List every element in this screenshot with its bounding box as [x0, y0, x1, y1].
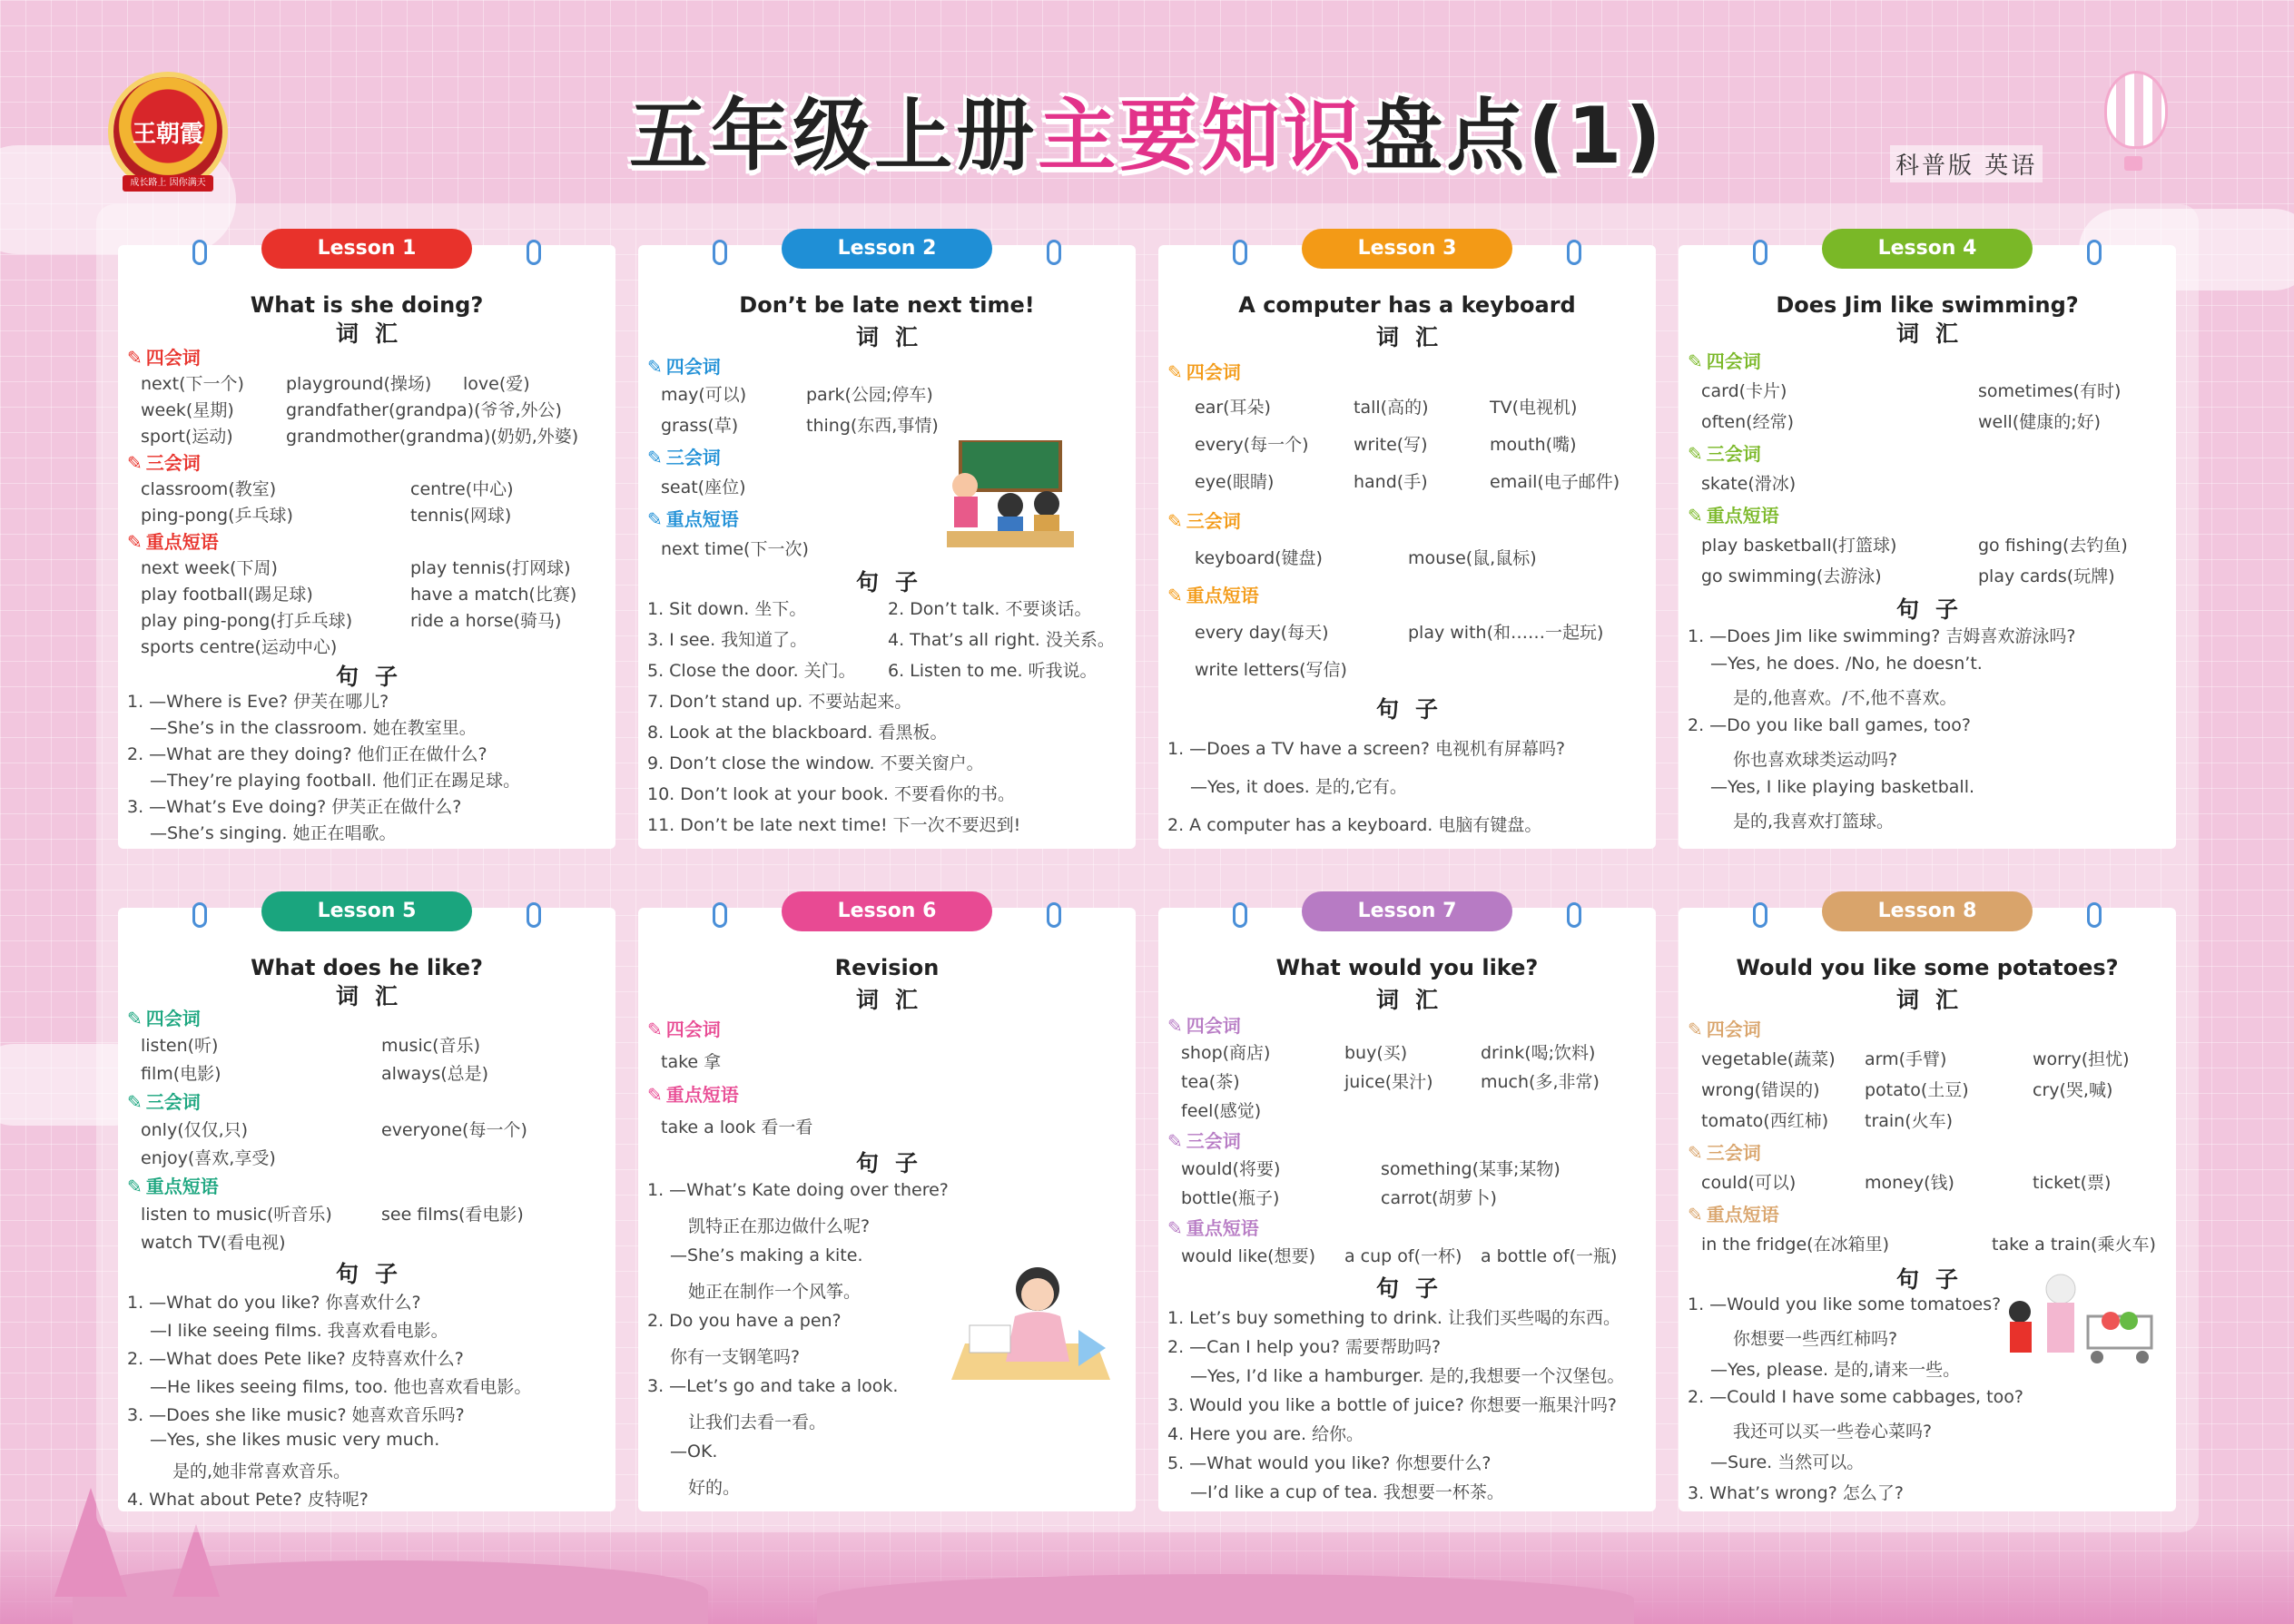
vocab-word: keyboard(键盘): [1195, 548, 1323, 568]
vocab-word: drink(喝;饮料): [1481, 1043, 1596, 1063]
sentences-heading: 句子: [335, 664, 414, 690]
hot-air-balloon-icon: [2104, 71, 2168, 149]
vocab-word: watch TV(看电视): [141, 1233, 286, 1253]
vocab-word: tennis(网球): [410, 506, 512, 526]
section-heading-text: 四会词: [145, 347, 201, 369]
sentence-line: 5. Close the door. 关门。: [647, 661, 856, 681]
sentence-line: —She’s making a kite.: [670, 1245, 863, 1265]
sentence-line: 2. A computer has a keyboard. 电脑有键盘。: [1167, 815, 1542, 835]
sentence-line: 2. —Could I have some cabbages, too?: [1688, 1387, 2023, 1407]
sentence-line: —Sure. 当然可以。: [1710, 1452, 1865, 1472]
sentence-line: —Yes, please. 是的,请来一些。: [1710, 1360, 1961, 1380]
lesson-title: Revision: [834, 955, 940, 980]
sentence-line: 5. —What would you like? 你想要什么?: [1167, 1453, 1492, 1473]
sentence-line: 2. Don’t talk. 不要谈话。: [888, 599, 1092, 619]
pencil-icon: ✎: [1167, 1217, 1183, 1239]
sentence-line: 你想要一些西红柿吗?: [1733, 1329, 1898, 1349]
section-heading-text: 重点短语: [665, 508, 739, 530]
sentence-line: 9. Don’t close the window. 不要关窗户。: [647, 753, 984, 773]
vocab-word: listen(听): [141, 1036, 219, 1056]
sentence-line: 3. Would you like a bottle of juice? 你想要一瓶果汁吗?: [1167, 1395, 1618, 1415]
lesson-card: [1679, 900, 2176, 1511]
sentences-heading: 句子: [1895, 596, 1974, 623]
binder-ring-icon: [527, 240, 541, 265]
vocab-word: film(电影): [141, 1064, 222, 1084]
lesson-title: What is she doing?: [250, 292, 484, 318]
sentence-line: 6. Listen to me. 听我说。: [888, 661, 1098, 681]
section-heading-four: [1167, 1011, 1241, 1038]
binder-ring-icon: [1567, 902, 1581, 928]
vocab-word: thing(东西,事情): [806, 416, 939, 436]
lesson-label: Lesson 5: [261, 891, 472, 931]
vocab-word: every day(每天): [1195, 623, 1329, 643]
sentences-heading: 句子: [855, 569, 934, 595]
sentence-line: —Yes, he does. /No, he doesn’t.: [1710, 654, 1983, 674]
pencil-icon: ✎: [1167, 1015, 1183, 1037]
sentence-line: 2. —What does Pete like? 皮特喜欢什么?: [127, 1349, 464, 1369]
binder-ring-icon: [1047, 902, 1061, 928]
sentences-heading: 句子: [1375, 696, 1454, 723]
pencil-icon: ✎: [1688, 1204, 1703, 1225]
vocab-word: park(公园;停车): [806, 385, 933, 405]
sentence-line: 4. What about Pete? 皮特呢?: [127, 1490, 369, 1510]
section-heading-text: 重点短语: [1706, 1204, 1779, 1225]
vocab-word: shop(商店): [1181, 1043, 1271, 1063]
section-heading-phrases: [1688, 1200, 1779, 1226]
vocab-word: buy(买): [1344, 1043, 1408, 1063]
vocab-word: ping-pong(乒乓球): [141, 506, 293, 526]
vocab-word: wrong(错误的): [1701, 1080, 1820, 1100]
lesson-card: [1158, 237, 1656, 849]
sentence-line: 好的。: [688, 1478, 741, 1498]
lesson-label: Lesson 7: [1302, 891, 1512, 931]
vocab-word: a cup of(一杯): [1344, 1246, 1462, 1266]
sentence-line: 11. Don’t be late next time! 下一次不要迟到!: [647, 815, 1021, 835]
vocab-word: classroom(教室): [141, 479, 277, 499]
vocab-word: play tennis(打网球): [410, 558, 571, 578]
sentence-line: 10. Don’t look at your book. 不要看你的书。: [647, 784, 1015, 804]
vocab-heading: 词汇: [335, 320, 414, 347]
sentence-line: 3. What’s wrong? 怎么了?: [1688, 1483, 1904, 1503]
logo-text: 王朝霞: [132, 121, 203, 148]
vocab-word: bottle(瓶子): [1181, 1188, 1280, 1208]
binder-ring-icon: [2087, 902, 2102, 928]
pencil-icon: ✎: [647, 1084, 663, 1106]
lesson-label: Lesson 4: [1822, 229, 2033, 269]
section-heading-text: 三会词: [1706, 1142, 1761, 1164]
sentence-line: 1. Sit down. 坐下。: [647, 599, 807, 619]
shopping-illustration: [1997, 1271, 2165, 1375]
vocab-word: sometimes(有时): [1978, 381, 2122, 401]
vocab-heading: 词汇: [1375, 324, 1454, 350]
pencil-icon: ✎: [647, 1019, 663, 1040]
pencil-icon: ✎: [647, 447, 663, 468]
section-heading-text: 四会词: [665, 356, 721, 378]
binder-ring-icon: [1567, 240, 1581, 265]
section-heading-text: 重点短语: [145, 1176, 219, 1197]
sentence-line: —OK.: [670, 1442, 718, 1462]
lesson-title: Does Jim like swimming?: [1776, 292, 2079, 318]
sentence-line: —I’d like a cup of tea. 我想要一杯茶。: [1190, 1482, 1504, 1502]
sentence-line: 4. Here you are. 给你。: [1167, 1424, 1364, 1444]
lesson-title: A computer has a keyboard: [1238, 292, 1576, 318]
girl-making-kite-illustration: [951, 1262, 1110, 1384]
sentence-line: 7. Don’t stand up. 不要站起来。: [647, 692, 912, 712]
sentence-line: 你也喜欢球类运动吗?: [1733, 750, 1898, 770]
pencil-icon: ✎: [1688, 1142, 1703, 1164]
vocab-word: listen to music(听音乐): [141, 1205, 332, 1225]
vocab-word: take a look 看一看: [661, 1117, 813, 1137]
section-heading-four: [127, 1004, 201, 1030]
vocab-word: go fishing(去钓鱼): [1978, 536, 2128, 556]
section-heading-three: [1167, 1127, 1241, 1153]
sentence-line: —Yes, I like playing basketball.: [1710, 777, 1975, 797]
vocab-heading: 词汇: [1895, 320, 1974, 347]
pencil-icon: ✎: [647, 508, 663, 530]
pencil-icon: ✎: [1167, 585, 1183, 606]
section-heading-text: 三会词: [1186, 1130, 1241, 1152]
vocab-word: hand(手): [1354, 472, 1428, 492]
lesson-card: [1158, 900, 1656, 1511]
vocab-word: potato(土豆): [1865, 1080, 1969, 1100]
title-part-c: 盘点(1): [1364, 91, 1665, 182]
balloon-basket-icon: [2124, 156, 2142, 171]
vocab-word: juice(果汁): [1344, 1072, 1433, 1092]
binder-ring-icon: [1753, 902, 1767, 928]
vocab-word: TV(电视机): [1490, 398, 1578, 418]
section-heading-phrases: [127, 1172, 219, 1198]
sentence-line: 1. Let’s buy something to drink. 让我们买些喝的东西。: [1167, 1308, 1620, 1328]
vocab-word: would like(想要): [1181, 1246, 1315, 1266]
binder-ring-icon: [1047, 240, 1061, 265]
pencil-icon: ✎: [127, 531, 143, 553]
section-heading-text: 三会词: [1706, 443, 1761, 465]
binder-ring-icon: [192, 240, 207, 265]
vocab-heading: 词汇: [855, 324, 934, 350]
section-heading-text: 四会词: [665, 1019, 721, 1040]
sentence-line: —He likes seeing films, too. 他也喜欢看电影。: [150, 1377, 532, 1397]
vocab-word: week(星期): [141, 400, 234, 420]
vocab-word: often(经常): [1701, 412, 1794, 432]
sentence-line: 让我们去看一看。: [688, 1412, 827, 1432]
vocab-word: every(每一个): [1195, 435, 1309, 455]
vocab-word: feel(感觉): [1181, 1101, 1262, 1121]
vocab-word: sports centre(运动中心): [141, 637, 338, 657]
section-heading-four: [127, 343, 201, 369]
section-heading-text: 三会词: [145, 452, 201, 474]
lesson-title: Don’t be late next time!: [739, 292, 1035, 318]
vocab-word: play football(踢足球): [141, 585, 313, 605]
section-heading-four: [1688, 347, 1761, 373]
binder-ring-icon: [192, 902, 207, 928]
sentence-line: 3. —Does she like music? 她喜欢音乐吗?: [127, 1405, 465, 1425]
vocab-word: next week(下周): [141, 558, 278, 578]
tree-decoration: [172, 1524, 220, 1597]
binder-ring-icon: [2087, 240, 2102, 265]
sentence-line: 是的,她非常喜欢音乐。: [172, 1462, 351, 1481]
section-heading-text: 重点短语: [1186, 585, 1259, 606]
pencil-icon: ✎: [1167, 1130, 1183, 1152]
vocab-word: tall(高的): [1354, 398, 1429, 418]
lesson-label: Lesson 1: [261, 229, 472, 269]
section-heading-phrases: [647, 505, 739, 531]
sentence-line: 3. —Let’s go and take a look.: [647, 1376, 899, 1396]
classroom-illustration: [938, 440, 1074, 554]
vocab-word: write letters(写信): [1195, 660, 1347, 680]
vocab-heading: 词汇: [855, 987, 934, 1013]
section-heading-four: [647, 352, 721, 379]
sentence-line: 2. Do you have a pen?: [647, 1311, 842, 1331]
section-heading-three: [1167, 507, 1241, 533]
section-heading-three: [127, 1088, 201, 1114]
sentence-line: 她正在制作一个风筝。: [688, 1282, 861, 1302]
vocab-word: money(钱): [1865, 1173, 1954, 1193]
vocab-word: mouth(嘴): [1490, 435, 1577, 455]
vocab-word: next(下一个): [141, 374, 244, 394]
sentence-line: —She’s in the classroom. 她在教室里。: [150, 718, 477, 738]
vocab-word: ear(耳朵): [1195, 398, 1271, 418]
vocab-word: play ping-pong(打乒乓球): [141, 611, 353, 631]
vocab-word: play cards(玩牌): [1978, 566, 2115, 586]
lesson-title: What would you like?: [1275, 955, 1539, 980]
vocab-word: eye(眼睛): [1195, 472, 1275, 492]
sentence-line: —I like seeing films. 我喜欢看电影。: [150, 1321, 448, 1341]
vocab-word: tomato(西红柿): [1701, 1111, 1829, 1131]
sentence-line: 凯特正在那边做什么呢?: [688, 1216, 871, 1236]
section-heading-four: [647, 1015, 721, 1041]
section-heading-text: 四会词: [145, 1008, 201, 1029]
section-heading-three: [1688, 1138, 1761, 1165]
section-heading-text: 重点短语: [1186, 1217, 1259, 1239]
section-heading-phrases: [1688, 501, 1779, 527]
vocab-word: skate(滑冰): [1701, 474, 1797, 494]
vocab-word: grandmother(grandma)(奶奶,外婆): [286, 427, 579, 447]
binder-ring-icon: [1233, 902, 1247, 928]
sentence-line: 2. —What are they doing? 他们正在做什么?: [127, 744, 487, 764]
sentence-line: 4. That’s all right. 没关系。: [888, 630, 1115, 650]
section-heading-phrases: [647, 1080, 739, 1107]
pencil-icon: ✎: [1688, 1019, 1703, 1040]
vocab-word: train(火车): [1865, 1111, 1954, 1131]
vocab-word: write(写): [1354, 435, 1428, 455]
vocab-word: tea(茶): [1181, 1072, 1240, 1092]
pencil-icon: ✎: [127, 1008, 143, 1029]
vocab-word: cry(哭,喊): [2033, 1080, 2113, 1100]
lesson-card: [1679, 237, 2176, 849]
vocab-word: in the fridge(在冰箱里): [1701, 1235, 1889, 1255]
vocab-word: would(将要): [1181, 1159, 1281, 1179]
vocab-word: something(某事;某物): [1381, 1159, 1561, 1179]
sentence-line: 1. —Where is Eve? 伊芙在哪儿?: [127, 692, 389, 712]
page-header: [0, 0, 2294, 204]
logo-banner: 成长路上 因你满天: [123, 175, 213, 192]
pencil-icon: ✎: [1688, 505, 1703, 527]
section-heading-text: 四会词: [1186, 1015, 1241, 1037]
sentence-line: —Yes, I’d like a hamburger. 是的,我想要一个汉堡包。: [1190, 1366, 1625, 1386]
section-heading-phrases: [127, 527, 219, 554]
vocab-word: grandfather(grandpa)(爷爷,外公): [286, 400, 562, 420]
vocab-word: centre(中心): [410, 479, 514, 499]
pencil-icon: ✎: [127, 1176, 143, 1197]
vocab-word: vegetable(蔬菜): [1701, 1049, 1836, 1069]
section-heading-text: 三会词: [145, 1091, 201, 1113]
section-heading-three: [647, 443, 721, 469]
pencil-icon: ✎: [127, 347, 143, 369]
sentence-line: —They’re playing football. 他们正在踢足球。: [150, 771, 521, 791]
pencil-icon: ✎: [647, 356, 663, 378]
vocab-word: always(总是): [381, 1064, 489, 1084]
sentence-line: 3. I see. 我知道了。: [647, 630, 808, 650]
section-heading-text: 四会词: [1706, 1019, 1761, 1040]
vocab-word: arm(手臂): [1865, 1049, 1947, 1069]
vocab-word: ride a horse(骑马): [410, 611, 562, 631]
section-heading-text: 三会词: [665, 447, 721, 468]
sentence-line: 8. Look at the blackboard. 看黑板。: [647, 723, 948, 743]
lesson-card: [118, 900, 615, 1511]
sentence-line: —She’s singing. 她正在唱歌。: [150, 823, 397, 843]
sentence-line: 1. —What’s Kate doing over there?: [647, 1180, 949, 1200]
vocab-word: enjoy(喜欢,享受): [141, 1148, 276, 1168]
sentence-line: 1. —Does a TV have a screen? 电视机有屏幕吗?: [1167, 739, 1566, 759]
vocab-word: card(卡片): [1701, 381, 1787, 401]
section-heading-three: [127, 448, 201, 475]
sentences-heading: 句子: [1895, 1266, 1974, 1293]
sentences-heading: 句子: [335, 1261, 414, 1287]
section-heading-four: [1167, 358, 1241, 384]
section-heading-phrases: [1167, 581, 1259, 607]
vocab-word: sport(运动): [141, 427, 233, 447]
hill-decoration: [73, 1560, 708, 1624]
lesson-label: Lesson 6: [782, 891, 992, 931]
title-part-a: 五年级上册: [629, 91, 1039, 182]
vocab-word: next time(下一次): [661, 539, 809, 559]
binder-ring-icon: [713, 240, 727, 265]
lesson-title: Would you like some potatoes?: [1736, 955, 2119, 980]
section-heading-text: 四会词: [1706, 350, 1761, 372]
vocab-word: everyone(每一个): [381, 1120, 527, 1140]
sentence-line: 2. —Can I help you? 需要帮助吗?: [1167, 1337, 1442, 1357]
sentence-line: 是的,他喜欢。/不,他不喜欢。: [1733, 688, 1957, 708]
vocab-word: love(爱): [463, 374, 530, 394]
lesson-label: Lesson 3: [1302, 229, 1512, 269]
section-heading-text: 四会词: [1186, 361, 1241, 383]
sentence-line: 我还可以买一些卷心菜吗?: [1733, 1422, 1933, 1442]
vocab-word: mouse(鼠,鼠标): [1408, 548, 1537, 568]
pencil-icon: ✎: [127, 452, 143, 474]
vocab-heading: 词汇: [1375, 987, 1454, 1013]
sentence-line: 你有一支钢笔吗?: [670, 1347, 801, 1367]
binder-ring-icon: [1233, 240, 1247, 265]
vocab-word: take 拿: [661, 1052, 722, 1072]
vocab-word: email(电子邮件): [1490, 472, 1620, 492]
lesson-card: [638, 900, 1136, 1511]
lesson-card: [118, 237, 615, 849]
lesson-title: What does he like?: [251, 955, 483, 980]
sentence-line: 是的,我喜欢打篮球。: [1733, 812, 1895, 832]
sentence-line: —Yes, it does. 是的,它有。: [1190, 777, 1407, 797]
pencil-icon: ✎: [1167, 361, 1183, 383]
vocab-word: well(健康的;好): [1978, 412, 2102, 432]
vocab-word: grass(草): [661, 416, 739, 436]
sentence-line: 2. —Do you like ball games, too?: [1688, 715, 1971, 735]
lesson-label: Lesson 2: [782, 229, 992, 269]
vocab-word: carrot(胡萝卜): [1381, 1188, 1497, 1208]
vocab-heading: 词汇: [335, 983, 414, 1009]
binder-ring-icon: [1753, 240, 1767, 265]
vocab-word: a bottle of(一瓶): [1481, 1246, 1618, 1266]
vocab-word: much(多,非常): [1481, 1072, 1600, 1092]
vocab-word: take a train(乘火车): [1992, 1235, 2156, 1255]
vocab-word: worry(担忧): [2033, 1049, 2130, 1069]
section-heading-text: 重点短语: [145, 531, 219, 553]
vocab-word: seat(座位): [661, 477, 746, 497]
vocab-heading: 词汇: [1895, 987, 1974, 1013]
section-heading-text: 三会词: [1186, 510, 1241, 532]
section-heading-four: [1688, 1015, 1761, 1041]
vocab-word: play with(和……一起玩): [1408, 623, 1604, 643]
edition-label: 科普版 英语: [1890, 145, 2043, 182]
binder-ring-icon: [713, 902, 727, 928]
vocab-word: playground(操场): [286, 374, 432, 394]
section-heading-three: [1688, 439, 1761, 466]
sentences-heading: 句子: [1375, 1275, 1454, 1302]
section-heading-text: 重点短语: [1706, 505, 1779, 527]
vocab-word: may(可以): [661, 385, 747, 405]
vocab-word: ticket(票): [2033, 1173, 2112, 1193]
binder-ring-icon: [527, 902, 541, 928]
sentence-line: 1. —Would you like some tomatoes?: [1688, 1294, 2002, 1314]
vocab-word: go swimming(去游泳): [1701, 566, 1882, 586]
sentence-line: 3. —What’s Eve doing? 伊芙正在做什么?: [127, 797, 462, 817]
vocab-word: have a match(比赛): [410, 585, 577, 605]
lesson-label: Lesson 8: [1822, 891, 2033, 931]
hill-decoration: [817, 1574, 1634, 1624]
pencil-icon: ✎: [127, 1091, 143, 1113]
pencil-icon: ✎: [1688, 443, 1703, 465]
sentence-line: 1. —What do you like? 你喜欢什么?: [127, 1293, 421, 1313]
section-heading-text: 重点短语: [665, 1084, 739, 1106]
vocab-word: only(仅仅,只): [141, 1120, 249, 1140]
sentence-line: 1. —Does Jim like swimming? 吉姆喜欢游泳吗?: [1688, 626, 2076, 646]
title-part-b: 主要知识: [1038, 91, 1365, 182]
pencil-icon: ✎: [1167, 510, 1183, 532]
vocab-word: play basketball(打篮球): [1701, 536, 1897, 556]
sentences-heading: 句子: [855, 1150, 934, 1176]
vocab-word: music(音乐): [381, 1036, 480, 1056]
sentence-line: —Yes, she likes music very much.: [150, 1430, 440, 1450]
pencil-icon: ✎: [1688, 350, 1703, 372]
vocab-word: see films(看电影): [381, 1205, 524, 1225]
section-heading-phrases: [1167, 1214, 1259, 1240]
vocab-word: could(可以): [1701, 1173, 1797, 1193]
